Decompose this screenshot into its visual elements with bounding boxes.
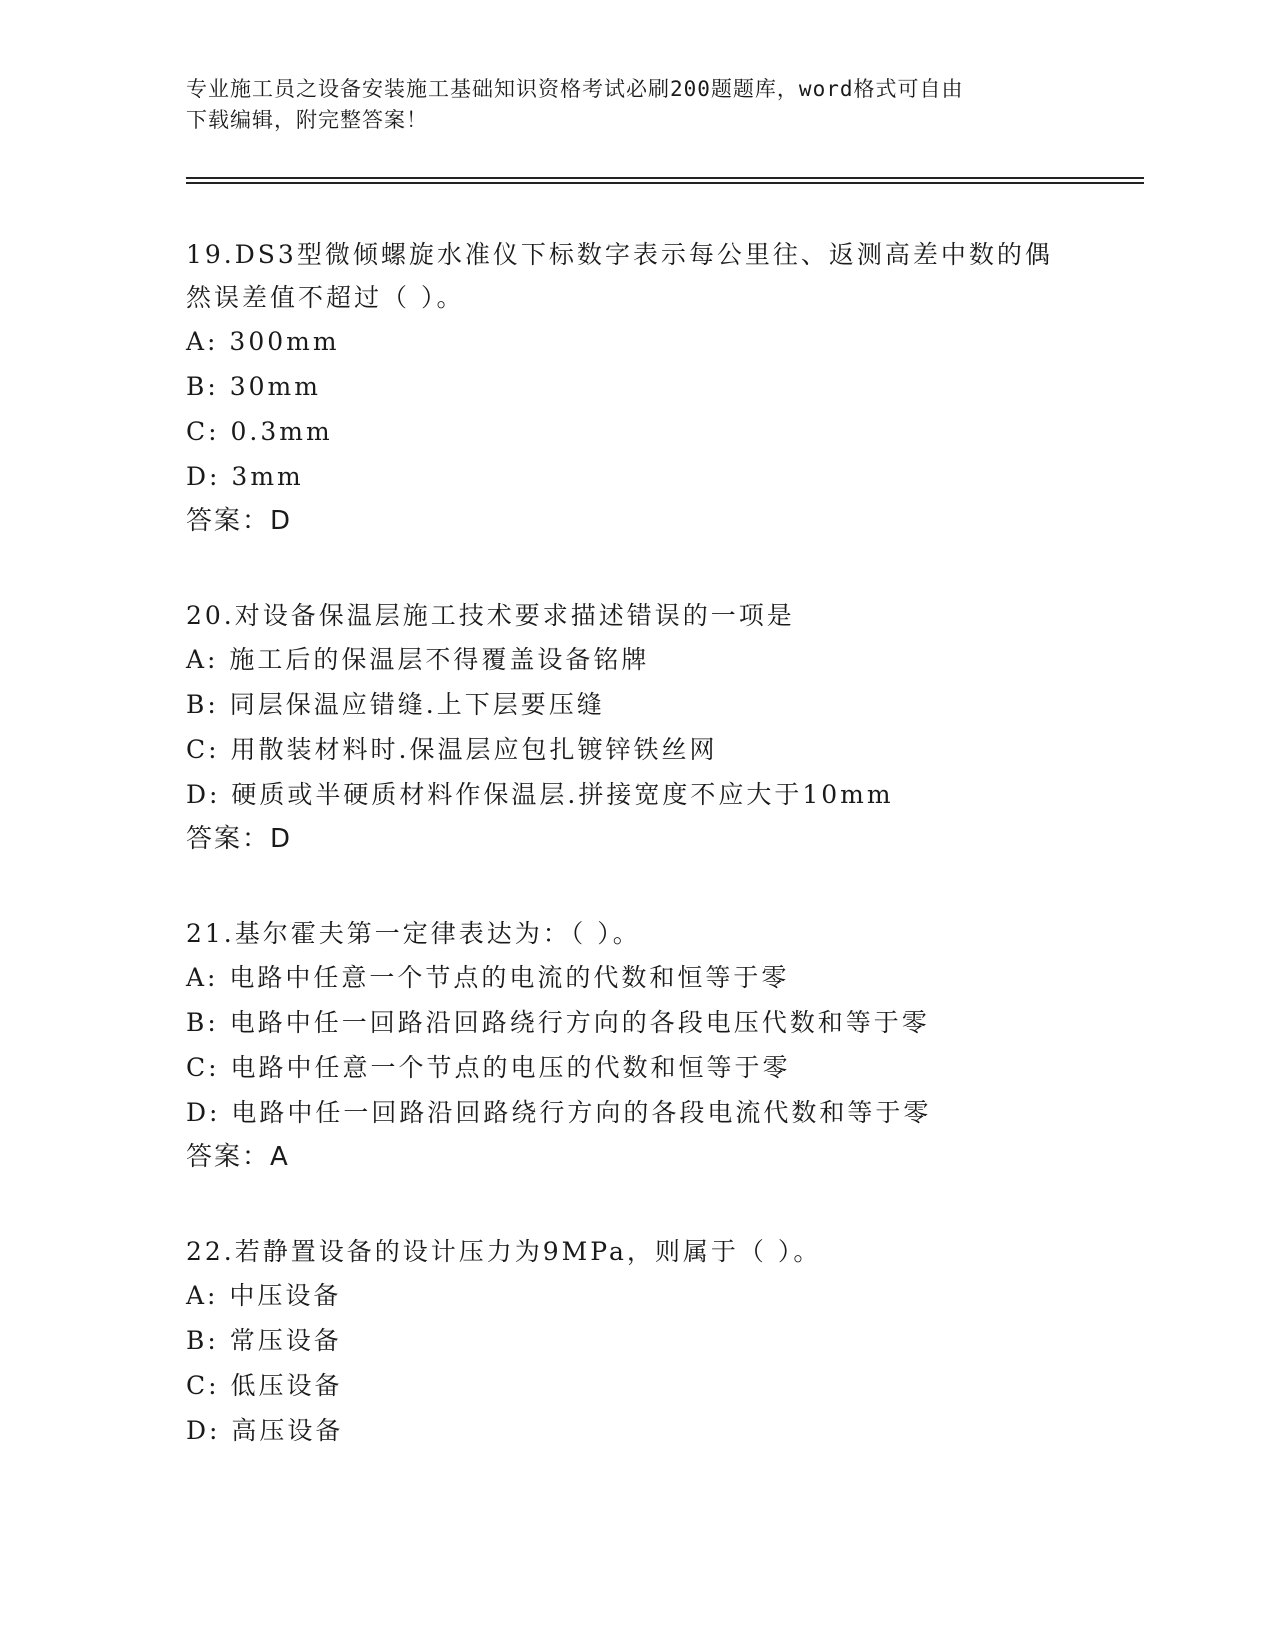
question-title: 21.基尔霍夫第一定律表达为：（ ）。 — [186, 919, 641, 948]
option-c: C: 低压设备 — [186, 1371, 343, 1400]
question-title: 20.对设备保温层施工技术要求描述错误的一项是 — [186, 601, 795, 630]
option-d: D: 高压设备 — [186, 1416, 344, 1445]
option-a: A: 施工后的保温层不得覆盖设备铭牌 — [186, 645, 650, 674]
answer-line: 答案：D — [186, 506, 293, 536]
option-b: B: 常压设备 — [186, 1326, 342, 1355]
option-c: C: 电路中任意一个节点的电压的代数和恒等于零 — [186, 1053, 791, 1082]
option-b: B: 30mm — [186, 372, 321, 401]
document-header — [186, 74, 1086, 136]
option-d: D: 硬质或半硬质材料作保温层.拼接宽度不应大于10mm — [186, 780, 894, 809]
question-list — [186, 233, 1086, 1503]
header-divider-bottom — [186, 182, 1144, 184]
question-19 — [186, 233, 1086, 544]
option-d: D: 3mm — [186, 462, 304, 491]
header-line-1: 专业施工员之设备安装施工基础知识资格考试必刷200题题库，word格式可自由 — [186, 77, 964, 101]
option-a: A: 电路中任意一个节点的电流的代数和恒等于零 — [186, 963, 790, 992]
question-title: 19.DS3型微倾螺旋水准仪下标数字表示每公里往、返测高差中数的偶 — [186, 240, 1053, 269]
option-d: D: 电路中任一回路沿回路绕行方向的各段电流代数和等于零 — [186, 1098, 932, 1127]
option-b: B: 电路中任一回路沿回路绕行方向的各段电压代数和等于零 — [186, 1008, 930, 1037]
header-divider-top — [186, 177, 1144, 179]
question-title-continued: 然误差值不超过（ ）。 — [186, 283, 465, 312]
question-title: 22.若静置设备的设计压力为9MPa，则属于（ ）。 — [186, 1237, 822, 1266]
question-20 — [186, 594, 1086, 862]
option-c: C: 用散装材料时.保温层应包扎镀锌铁丝网 — [186, 735, 718, 764]
question-21 — [186, 912, 1086, 1180]
option-b: B: 同层保温应错缝.上下层要压缝 — [186, 690, 605, 719]
answer-line: 答案：D — [186, 824, 293, 854]
option-c: C: 0.3mm — [186, 417, 333, 446]
header-line-2: 下载编辑，附完整答案！ — [186, 108, 428, 132]
answer-line: 答案：A — [186, 1142, 290, 1172]
question-22 — [186, 1230, 1086, 1453]
option-a: A: 300mm — [186, 327, 340, 356]
option-a: A: 中压设备 — [186, 1281, 342, 1310]
